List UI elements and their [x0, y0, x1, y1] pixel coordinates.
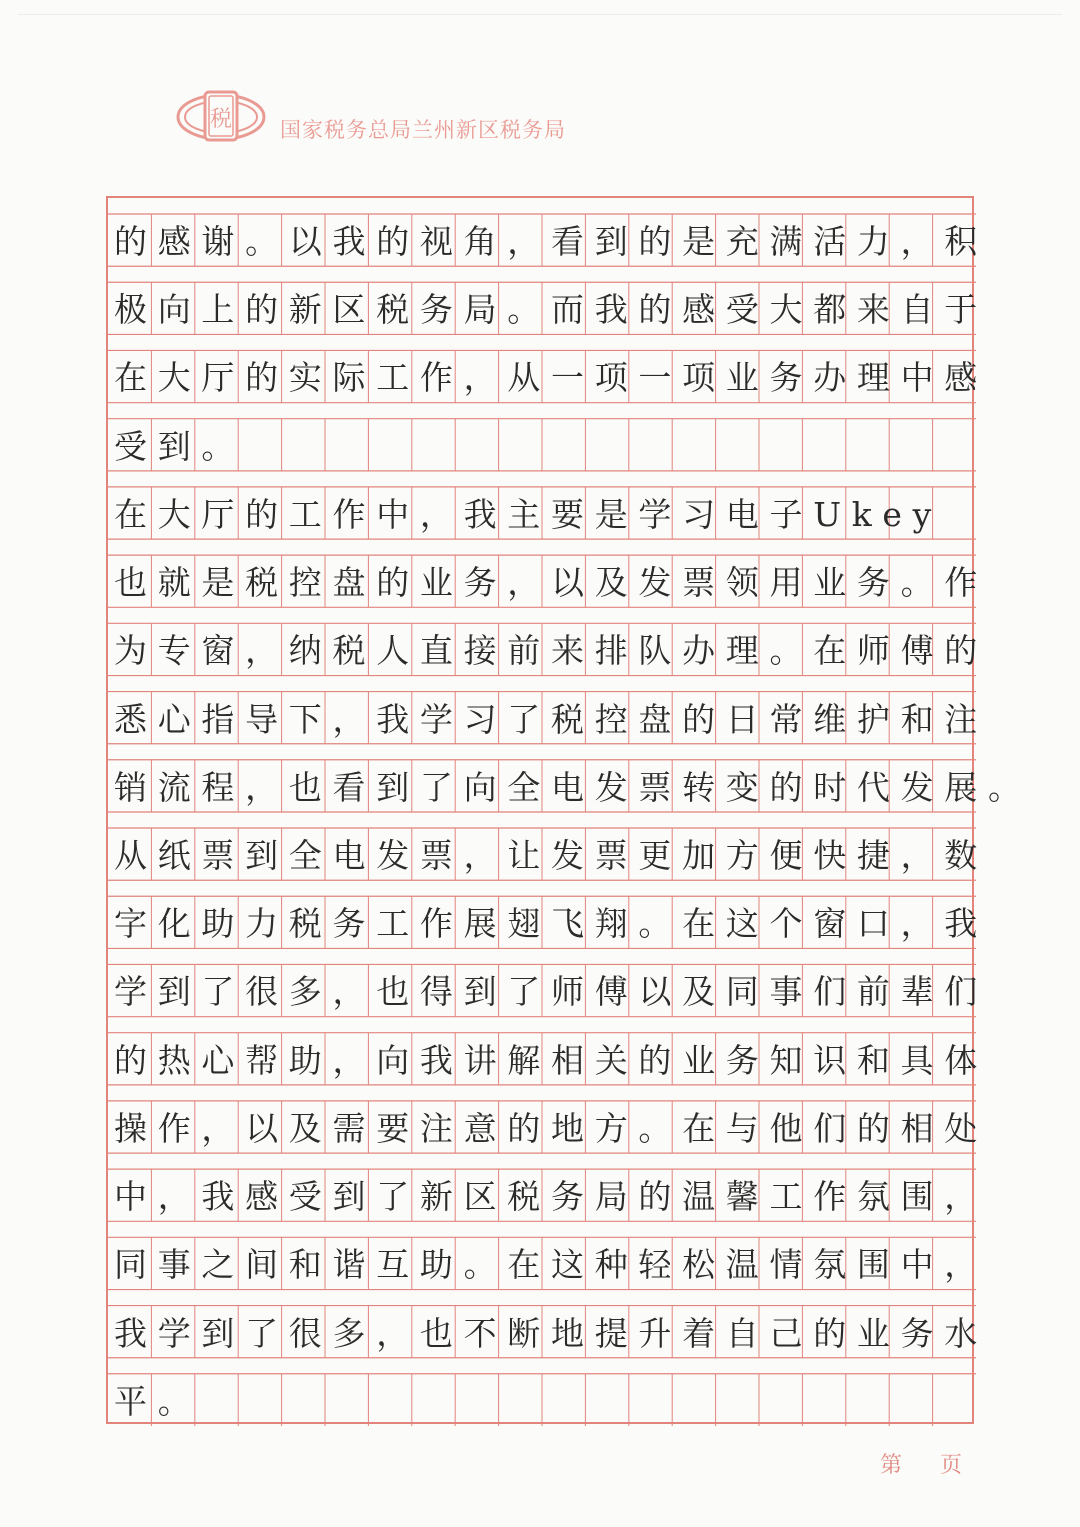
- manuscript-line: 也就是税控盘的业务，以及发票领用业务。作: [114, 563, 988, 603]
- manuscript-line: 字化助力税务工作展翅飞翔。在这个窗口，我: [114, 904, 988, 944]
- manuscript-line: 在大厅的实际工作，从一项一项业务办理中感: [114, 358, 988, 398]
- page-label-suffix: 页: [940, 1453, 963, 1478]
- manuscript-line: 操作，以及需要注意的地方。在与他们的相处: [114, 1108, 988, 1148]
- organization-name: 国家税务总局兰州新区税务局: [280, 118, 566, 142]
- manuscript-grid: [106, 196, 1032, 1424]
- manuscript-line: 在大厅的工作中，我主要是学习电子Ukey: [114, 494, 942, 534]
- manuscript-line: 的感谢。以我的视角，看到的是充满活力，积: [114, 222, 988, 261]
- manuscript-line: 的热心帮助，向我讲解相关的业务知识和具体: [114, 1040, 988, 1080]
- manuscript-line: 同事之间和谐互助。在这种轻松温情氛围中，: [114, 1245, 988, 1285]
- manuscript-line: 极向上的新区税务局。而我的感受大都来自于: [114, 290, 988, 330]
- manuscript-line: 为专窗，纳税人直接前来排队办理。在师傅的: [114, 631, 988, 671]
- manuscript-line: 我学到了很多，也不断地提升着自己的业务水: [114, 1313, 988, 1353]
- manuscript-line: 受到。: [114, 426, 246, 466]
- tax-emblem-icon: [176, 84, 266, 146]
- manuscript-line: 平。: [114, 1381, 202, 1421]
- manuscript-line: 学到了很多，也得到了师傅以及同事们前辈们: [114, 972, 988, 1012]
- page-label-prefix: 第: [880, 1453, 903, 1478]
- letterhead: [176, 84, 696, 146]
- manuscript-line: 从纸票到全电发票，让发票更加方便快捷，数: [114, 836, 988, 875]
- manuscript-line: 中，我感受到了新区税务局的温馨工作氛围，: [114, 1177, 988, 1217]
- logo-text: 税: [209, 107, 233, 132]
- manuscript-line: 悉心指导下，我学习了税控盘的日常维护和注: [114, 699, 988, 739]
- manuscript-line: 销流程，也看到了向全电发票转变的时代发展。: [114, 767, 1032, 807]
